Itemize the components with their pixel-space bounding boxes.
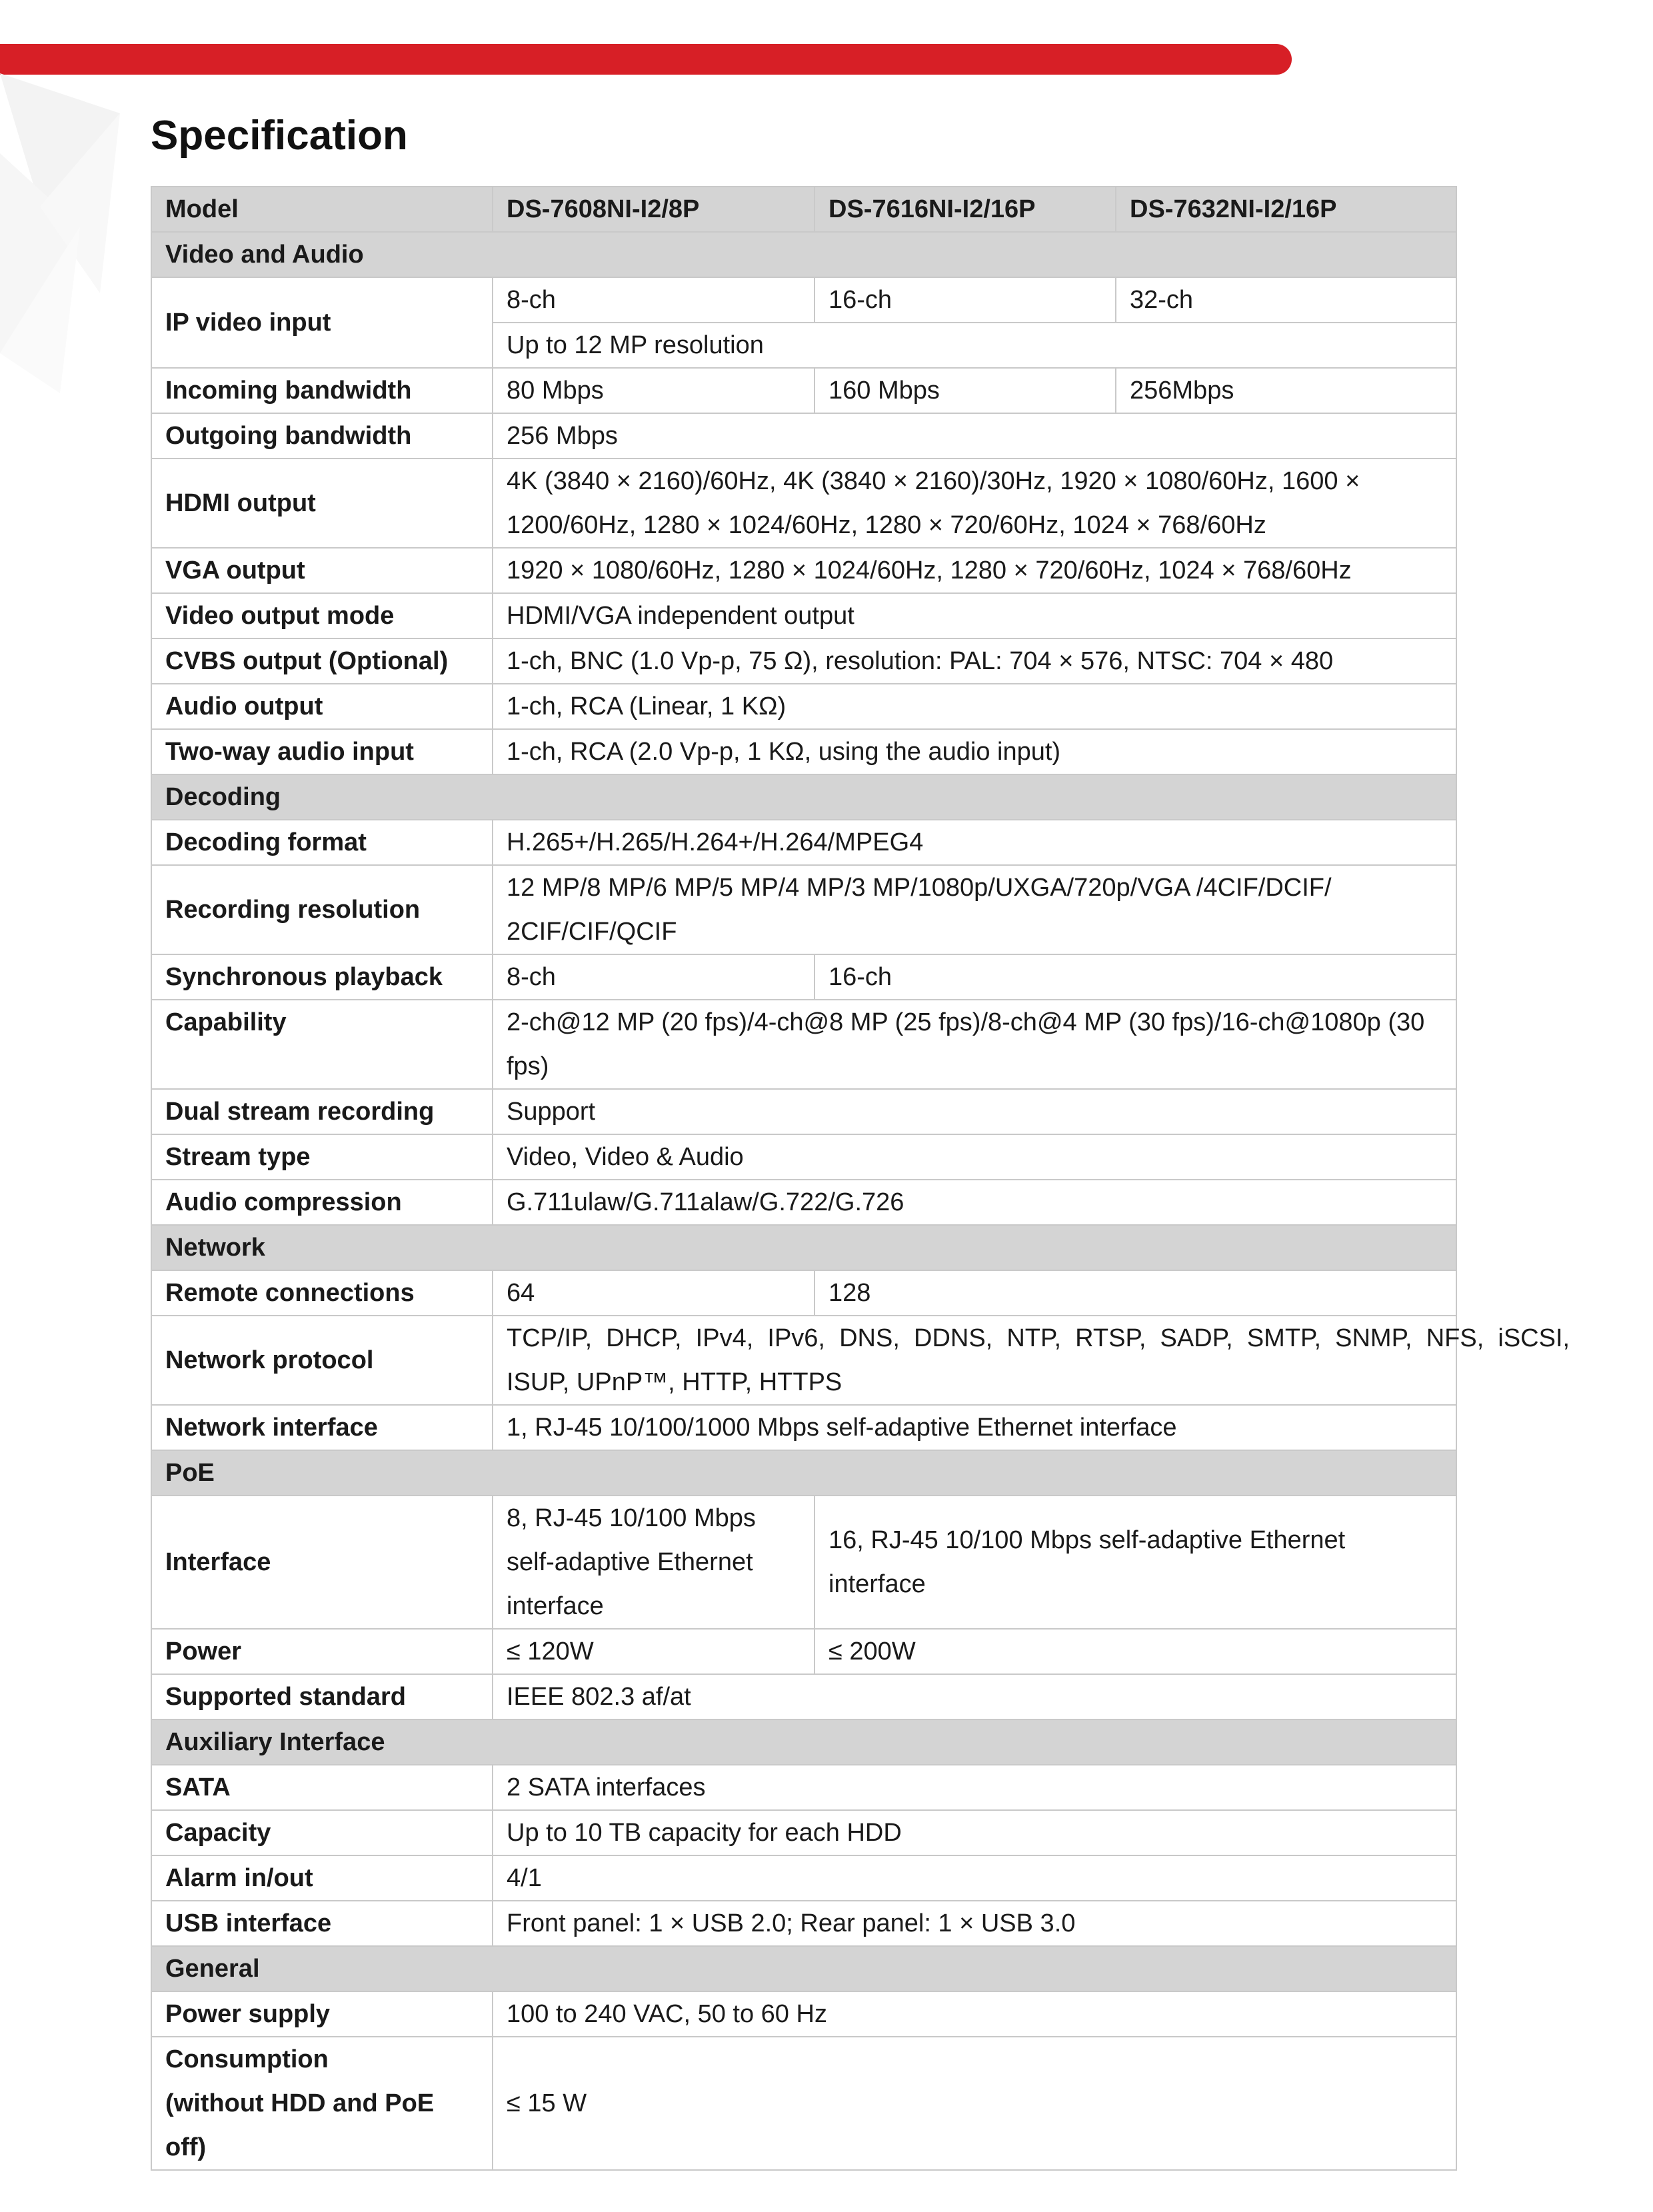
table-row: [151, 729, 1456, 774]
line: (without HDD and PoE off): [165, 2089, 435, 2161]
cell-value: 64: [493, 1270, 815, 1316]
cell-value: ≤ 120W: [493, 1629, 815, 1674]
row-label: Synchronous playback: [151, 954, 493, 1000]
cell-value: 1920 × 1080/60Hz, 1280 × 1024/60Hz, 1280 × 720/60Hz, 1024 × 768/60Hz: [493, 548, 1456, 593]
cell-value: 80 Mbps: [493, 368, 815, 413]
cell-value: 2 SATA interfaces: [493, 1765, 1456, 1810]
row-label: USB interface: [151, 1901, 493, 1946]
table-row: [151, 1134, 1456, 1180]
table-row: [151, 1810, 1456, 1855]
section-row: [151, 1719, 1456, 1765]
table-row: [151, 1496, 1456, 1629]
line: 16, RJ-45 10/100 Mbps self-adaptive Ethernet: [828, 1526, 1346, 1554]
page-title: Specification: [151, 113, 408, 159]
table-row: [151, 684, 1456, 729]
row-label: Video output mode: [151, 593, 493, 638]
cell-value: Front panel: 1 × USB 2.0; Rear panel: 1 × USB 3.0: [493, 1901, 1456, 1946]
section-row: [151, 232, 1456, 277]
table-row: [151, 1629, 1456, 1674]
table-row: [151, 1991, 1456, 2037]
cell-value: H.265+/H.265/H.264+/H.264/MPEG4: [493, 820, 1456, 865]
table-row: [151, 954, 1456, 1000]
cell-value: IEEE 802.3 af/at: [493, 1674, 1456, 1719]
row-label: HDMI output: [151, 459, 493, 548]
cell-value: Support: [493, 1089, 1456, 1134]
row-label: [151, 2037, 493, 2170]
line: 4K (3840 × 2160)/60Hz, 4K (3840 × 2160)/30Hz, 1920 × 1080/60Hz, 1600 ×: [507, 467, 1360, 495]
model-3: DS-7632NI-I2/16P: [1116, 187, 1456, 232]
section-video-audio: Video and Audio: [151, 232, 1456, 277]
line: 12 MP/8 MP/6 MP/5 MP/4 MP/3 MP/1080p/UXGA/720p/VGA /4CIF/DCIF/: [507, 874, 1332, 902]
row-label: Audio output: [151, 684, 493, 729]
model-2: DS-7616NI-I2/16P: [815, 187, 1116, 232]
row-label: Stream type: [151, 1134, 493, 1180]
table-header-row: [151, 187, 1456, 232]
cell-value: 8-ch: [493, 277, 815, 323]
table-row: [151, 548, 1456, 593]
row-label: Network interface: [151, 1405, 493, 1450]
brand-header-bar: [0, 44, 1292, 75]
row-label: Power: [151, 1629, 493, 1674]
cell-value: [493, 1000, 1456, 1089]
cell-value: 256Mbps: [1116, 368, 1456, 413]
row-label: IP video input: [151, 277, 493, 368]
cell-value: 100 to 240 VAC, 50 to 60 Hz: [493, 1991, 1456, 2037]
table-row: [151, 1901, 1456, 1946]
row-label: VGA output: [151, 548, 493, 593]
cell-value: Video, Video & Audio: [493, 1134, 1456, 1180]
table-row: [151, 1405, 1456, 1450]
section-row: [151, 1450, 1456, 1496]
section-row: [151, 1946, 1456, 1991]
table-row: [151, 1089, 1456, 1134]
row-label: Capacity: [151, 1810, 493, 1855]
section-network: Network: [151, 1225, 1456, 1270]
table-row: [151, 1180, 1456, 1225]
section-decoding: Decoding: [151, 774, 1456, 820]
cell-value: Up to 10 TB capacity for each HDD: [493, 1810, 1456, 1855]
line: 2-ch@12 MP (20 fps)/4-ch@8 MP (25 fps)/8-ch@4 MP (30 fps)/16-ch@1080p (30: [507, 1008, 1425, 1036]
row-label: Dual stream recording: [151, 1089, 493, 1134]
table-row: [151, 459, 1456, 548]
section-row: [151, 1225, 1456, 1270]
cell-value: 256 Mbps: [493, 413, 1456, 459]
row-label: Alarm in/out: [151, 1855, 493, 1901]
cell-value: 1-ch, BNC (1.0 Vp-p, 75 Ω), resolution: PAL: 704 × 576, NTSC: 704 × 480: [493, 638, 1456, 684]
row-label: CVBS output (Optional): [151, 638, 493, 684]
table-row: [151, 820, 1456, 865]
cell-value: HDMI/VGA independent output: [493, 593, 1456, 638]
cell-value: 160 Mbps: [815, 368, 1116, 413]
cell-value: 8-ch: [493, 954, 815, 1000]
cell-value: 1, RJ-45 10/100/1000 Mbps self-adaptive Ethernet interface: [493, 1405, 1456, 1450]
table-row: [151, 1000, 1456, 1089]
line: fps): [507, 1052, 549, 1080]
row-label: Incoming bandwidth: [151, 368, 493, 413]
cell-value: [493, 865, 1456, 954]
line: interface: [507, 1592, 604, 1620]
row-label: Two-way audio input: [151, 729, 493, 774]
table-row: [151, 1855, 1456, 1901]
line: TCP/IP, DHCP, IPv4, IPv6, DNS, DDNS, NTP, RTSP, SADP, SMTP, SNMP, NFS, iSCSI,: [507, 1324, 1570, 1352]
cell-value: G.711ulaw/G.711alaw/G.722/G.726: [493, 1180, 1456, 1225]
table-row: [151, 277, 1456, 323]
table-row: [151, 1316, 1456, 1405]
line: Consumption: [165, 2045, 329, 2073]
row-label: Outgoing bandwidth: [151, 413, 493, 459]
cell-value: Up to 12 MP resolution: [493, 323, 1456, 368]
line: 8, RJ-45 10/100 Mbps: [507, 1504, 756, 1532]
row-label: Audio compression: [151, 1180, 493, 1225]
line: 2CIF/CIF/QCIF: [507, 918, 677, 946]
table-row: [151, 865, 1456, 954]
table-row: [151, 638, 1456, 684]
cell-value: 1-ch, RCA (Linear, 1 KΩ): [493, 684, 1456, 729]
table-row: [151, 368, 1456, 413]
row-label: Capability: [151, 1000, 493, 1089]
line: interface: [828, 1570, 926, 1598]
section-row: [151, 774, 1456, 820]
table-row: [151, 413, 1456, 459]
specification-table: [151, 186, 1570, 2171]
table-row: [151, 1270, 1456, 1316]
cell-value: 1-ch, RCA (2.0 Vp-p, 1 KΩ, using the audio input): [493, 729, 1456, 774]
table-row: [151, 593, 1456, 638]
section-general: General: [151, 1946, 1456, 1991]
row-label: Remote connections: [151, 1270, 493, 1316]
cell-value: 4/1: [493, 1855, 1456, 1901]
cell-value: 16-ch: [815, 954, 1456, 1000]
model-1: DS-7608NI-I2/8P: [493, 187, 815, 232]
row-label: Network protocol: [151, 1316, 493, 1405]
header-label: Model: [151, 187, 493, 232]
row-label: Decoding format: [151, 820, 493, 865]
cell-value: ≤ 200W: [815, 1629, 1456, 1674]
row-label: SATA: [151, 1765, 493, 1810]
row-label: Supported standard: [151, 1674, 493, 1719]
line: ISUP, UPnP™, HTTP, HTTPS: [507, 1368, 842, 1396]
table-row: [151, 2037, 1456, 2170]
cell-value: 16-ch: [815, 277, 1116, 323]
cell-value: [815, 1496, 1456, 1629]
section-auxiliary: Auxiliary Interface: [151, 1719, 1456, 1765]
row-label: Recording resolution: [151, 865, 493, 954]
table-row: [151, 1674, 1456, 1719]
line: self-adaptive Ethernet: [507, 1548, 753, 1576]
decorative-triangles: [0, 73, 133, 407]
cell-value: ≤ 15 W: [493, 2037, 1456, 2170]
cell-value: 32-ch: [1116, 277, 1456, 323]
section-poe: PoE: [151, 1450, 1456, 1496]
cell-value: 128: [815, 1270, 1456, 1316]
cell-value: [493, 1316, 1570, 1405]
line: 1200/60Hz, 1280 × 1024/60Hz, 1280 × 720/60Hz, 1024 × 768/60Hz: [507, 511, 1266, 539]
cell-value: [493, 1496, 815, 1629]
row-label: Interface: [151, 1496, 493, 1629]
row-label: Power supply: [151, 1991, 493, 2037]
cell-value: [493, 459, 1456, 548]
table-row: [151, 1765, 1456, 1810]
